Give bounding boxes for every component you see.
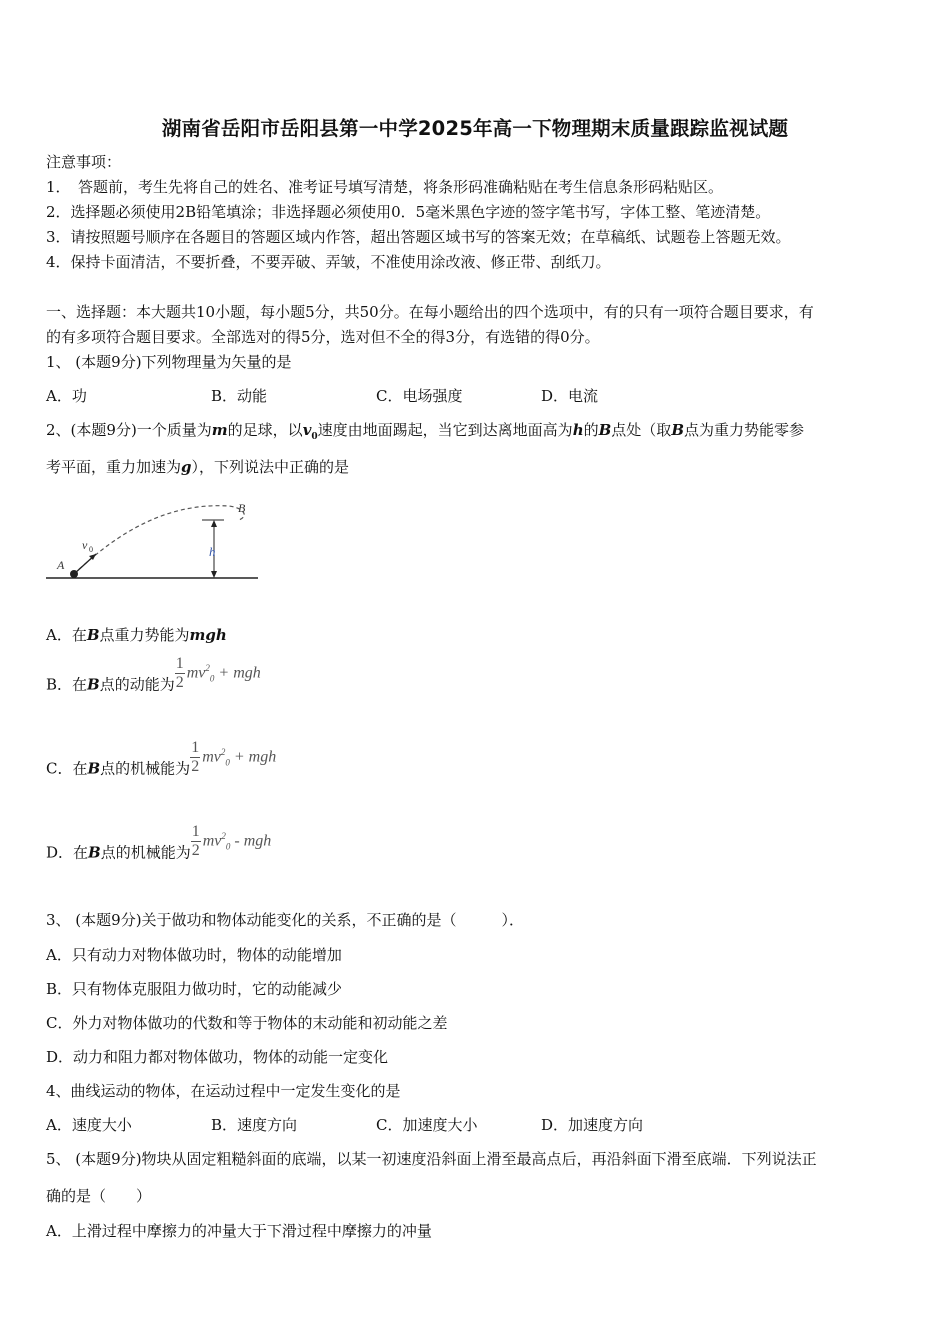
var-B: B [87,759,101,778]
numerator: 1 [175,655,184,673]
superscript: 2 [220,747,226,757]
notice-item: 4．保持卡面清洁，不要折叠，不要弄破、弄皱，不准使用涂改液、修正带、刮纸刀。 [46,253,611,271]
var-m: m [211,421,228,439]
notice-heading: 注意事项： [46,153,122,171]
page-title: 湖南省岳阳市岳阳县第一中学2025年高一下物理期末质量跟踪监视试题 [161,117,789,140]
var-B: B [88,843,101,862]
option: C．外力对物体做功的代数和等于物体的末动能和初动能之差 [46,1014,448,1032]
formula: mgh [189,626,227,644]
fraction [191,823,201,860]
option: C．加速度大小 [376,1116,478,1134]
text: 速度由地面踢起，当它到达离地面高为 [317,421,573,439]
option: B．只有物体克服阻力做功时，它的动能减少 [46,980,343,998]
question-1-stem: 1、 (本题9分)下列物理量为矢量的是 [46,353,292,371]
question-2-option-a [46,625,227,645]
var-g: g [181,458,192,476]
fraction [190,739,200,776]
text: mv [186,664,206,682]
option: B．动能 [211,387,268,405]
question-5-stem-line2: 确的是（ ） [46,1187,152,1205]
superscript: 2 [205,663,210,673]
text: 点为重力势能零参 [684,421,805,439]
text: C．在 [46,759,88,778]
subscript: 0 [225,841,231,852]
text: B．在 [46,675,88,694]
var-B: B [87,675,100,694]
question-4-stem: 4、曲线运动的物体，在运动过程中一定发生变化的是 [46,1082,401,1100]
text: D．在 [46,843,89,862]
text: mv [202,832,222,850]
arrowhead-icon [211,571,217,578]
denominator: 2 [191,842,200,860]
question-4-options [46,1115,706,1135]
text: 的 [583,421,599,439]
numerator: 1 [191,823,200,841]
option: B．速度方向 [211,1116,298,1134]
fraction [175,655,185,692]
notice-item: 2．选择题必须使用2B铅笔填涂；非选择题必须使用0．5毫米黑色字迹的签字笔书写，字体工整、笔迹清楚。 [46,203,771,221]
text: 点的机械能为 [100,843,191,862]
question-5-stem: 5、 (本题9分)物块从固定粗糙斜面的底端，以某一初速度沿斜面上滑至最高点后，再沿斜面下滑至底端．下列说法正 [46,1150,817,1168]
formula [191,816,272,867]
text: + mgh [214,664,261,682]
var-v: v [302,421,312,439]
option: A．功 [46,387,87,405]
var-h: h [572,421,584,439]
label-A: A [57,558,65,572]
formula [190,732,276,783]
subscript: 0 [225,757,230,768]
text: + mgh [229,748,277,766]
label-v: v [82,538,88,552]
label-v-sub: 0 [89,545,93,554]
label-h: h [209,544,216,559]
question-1-options [46,386,706,406]
formula [175,648,261,699]
text: 的足球，以 [227,421,303,439]
subscript: 0 [209,673,215,684]
section-intro: 的有多项符合题目要求。全部选对的得5分，选对但不全的得3分，有选错的得0分。 [46,328,600,346]
text: 点的动能为 [99,675,175,694]
option: D．加速度方向 [541,1116,644,1134]
question-3-stem: 3、 (本题9分)关于做功和物体动能变化的关系，不正确的是（ ）． [46,911,525,929]
question-2-stem [46,420,804,447]
text: 点的机械能为 [100,759,191,778]
text: 2、(本题9分)一个质量为 [46,421,212,439]
question-2-stem-line2 [46,457,349,477]
denominator: 2 [175,674,184,692]
text: mv [202,748,221,766]
option: C．电场强度 [376,387,463,405]
text: 点处（取 [611,421,672,439]
option: A．速度大小 [46,1116,132,1134]
var-B: B [598,421,612,439]
var-v-sub: 0 [311,432,318,442]
denominator: 2 [191,758,200,776]
text: 点重力势能为 [99,626,190,644]
section-intro: 一、选择题：本大题共10小题，每小题5分，共50分。在每小题给出的四个选项中，有的只有一项符合题目要求，有 [46,303,814,321]
notice-item: 1． 答题前，考生先将自己的姓名、准考证号填写清楚，将条形码准确粘贴在考生信息条形码粘贴区。 [46,178,724,196]
text: 考平面，重力加速为 [46,458,182,476]
text: ），下列说法中正确的是 [191,458,350,476]
question-2-option-b [46,655,261,711]
var-B: B [86,626,100,644]
text: A．在 [46,626,87,644]
option: D．电流 [541,387,599,405]
var-B: B [671,421,684,439]
numerator: 1 [191,739,200,757]
arrowhead-icon [211,520,217,527]
trajectory-path [74,506,244,574]
label-B: B [238,501,246,515]
option: D．动力和阻力都对物体做功，物体的动能一定变化 [46,1048,389,1066]
question-2-option-c [46,739,277,795]
option: A．上滑过程中摩擦力的冲量大于下滑过程中摩擦力的冲量 [46,1222,432,1240]
projectile-figure [44,496,264,586]
question-2-option-d [46,823,272,879]
notice-item: 3．请按照题号顺序在各题目的答题区域内作答，超出答题区域书写的答案无效；在草稿纸、试题卷上答题无效。 [46,228,791,246]
option: A．只有动力对物体做功时，物体的动能增加 [46,946,342,964]
superscript: 2 [221,831,226,841]
text: - mgh [230,832,272,850]
